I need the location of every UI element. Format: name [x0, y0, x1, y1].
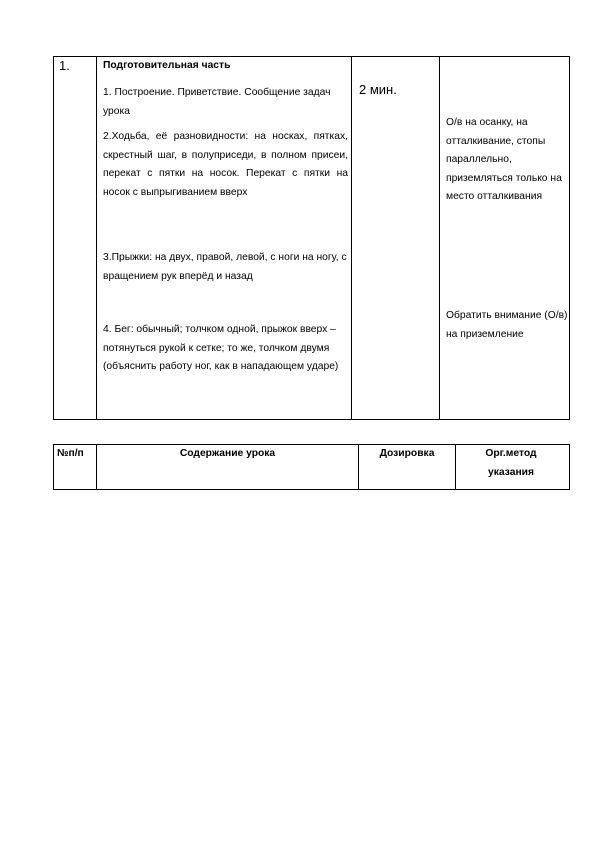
- column-divider: [439, 57, 440, 419]
- header-dosage: Дозировка: [379, 448, 435, 459]
- method-note-1: О/в на осанку, на отталкивание, стопы параллельно, приземляться только на место отталкивания: [446, 117, 562, 202]
- lesson-table: [53, 56, 570, 420]
- lesson-item-4: 4. Бег: обычный; толчком одной, прыжок вверх – потянуться рукой к сетке; то же, толчком двумя (объяснить работу ног, как в нападающем ударе): [103, 324, 339, 372]
- lesson-item-1: 1. Построение. Приветствие. Сообщение задач урока: [103, 87, 331, 117]
- method-note-2: Обратить внимание (О/в) на приземление: [446, 310, 568, 340]
- header-content: Содержание урока: [179, 448, 276, 459]
- column-divider: [351, 57, 352, 419]
- dosage-value: 2 мин.: [359, 82, 397, 97]
- column-divider: [96, 57, 97, 419]
- header-number: №п/п: [57, 448, 84, 459]
- column-divider: [455, 445, 456, 489]
- lesson-item-2: 2.Ходьба, её разновидности: на носках, пятках, скрестный шаг, в полуприседи, в полном присеи, перекат с пятки на носок. Перекат с пятки на носок с выпрыгиванием вверх: [103, 131, 348, 198]
- lesson-item-3: 3.Прыжки: на двух, правой, левой, с ноги на ногу, с вращением рук вперёд и назад: [103, 252, 347, 282]
- header-method: Орг.метод указания: [485, 448, 537, 478]
- row-number: 1.: [59, 58, 70, 73]
- header-table: [53, 444, 570, 490]
- section-title: Подготовительная часть: [103, 60, 231, 71]
